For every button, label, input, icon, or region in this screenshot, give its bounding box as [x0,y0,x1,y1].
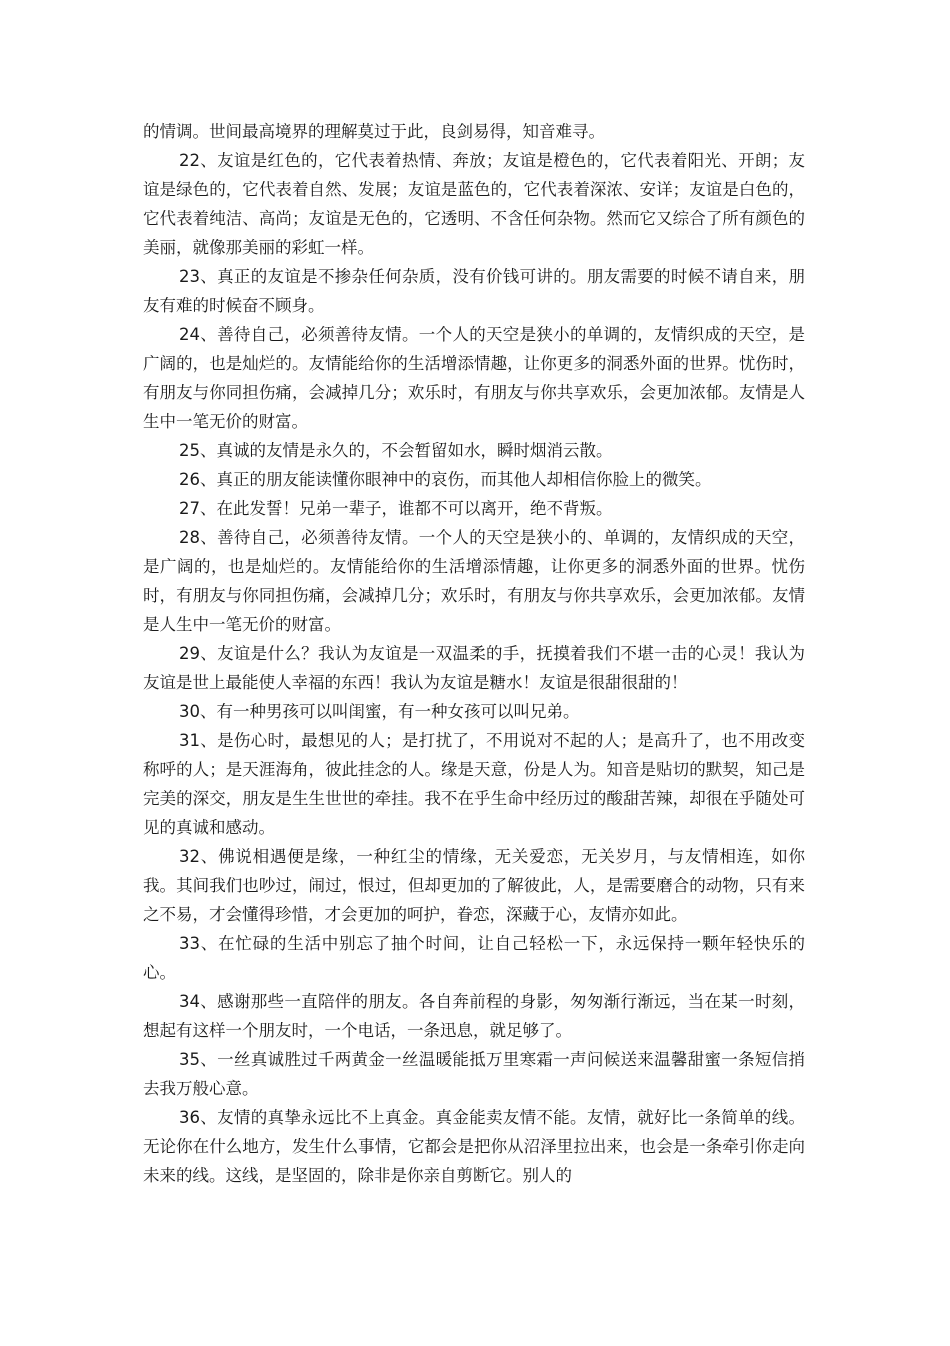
paragraph-31: 31、是伤心时，最想见的人；是打扰了，不用说对不起的人；是高升了，也不用改变称呼的人；是天涯海角，彼此挂念的人。缘是天意，份是人为。知音是贴切的默契，知己是完美的深交，朋友是生生世世的牵挂。我不在乎生命中经历过的酸甜苦辣，却很在乎随处可见的真诚和感动。 [143,731,805,837]
paragraph-26: 26、真正的朋友能读懂你眼神中的哀伤，而其他人却相信你脸上的微笑。 [179,470,712,489]
document-body [143,117,805,1190]
paragraph-24: 24、善待自己，必须善待友情。一个人的天空是狭小的单调的，友情织成的天空，是广阔的，也是灿烂的。友情能给你的生活增添情趣，让你更多的洞悉外面的世界。忧伤时，有朋友与你同担伤痛，会减掉几分；欢乐时，有朋友与你共享欢乐，会更加浓郁。友情是人生中一笔无价的财富。 [143,325,805,431]
paragraph-34: 34、感谢那些一直陪伴的朋友。各自奔前程的身影，匆匆渐行渐远，当在某一时刻，想起有这样一个朋友时，一个电话，一条迅息，就足够了。 [143,992,805,1040]
paragraph-33: 33、在忙碌的生活中别忘了抽个时间，让自己轻松一下，永远保持一颗年轻快乐的心。 [143,934,805,982]
paragraph-30: 30、有一种男孩可以叫闺蜜，有一种女孩可以叫兄弟。 [179,702,580,721]
paragraph-29: 29、友谊是什么？我认为友谊是一双温柔的手，抚摸着我们不堪一击的心灵！我认为友谊是世上最能使人幸福的东西！我认为友谊是糖水！友谊是很甜很甜的！ [143,644,805,692]
paragraph-28: 28、善待自己，必须善待友情。一个人的天空是狭小的、单调的，友情织成的天空，是广阔的，也是灿烂的。友情能给你的生活增添情趣，让你更多的洞悉外面的世界。忧伤时，有朋友与你同担伤痛，会减掉几分；欢乐时，有朋友与你共享欢乐，会更加浓郁。友情是人生中一笔无价的财富。 [143,528,805,634]
paragraph-continuation: 的情调。世间最高境界的理解莫过于此，良剑易得，知音难寻。 [143,122,605,141]
paragraph-23: 23、真正的友谊是不掺杂任何杂质，没有价钱可讲的。朋友需要的时候不请自来，朋友有难的时候奋不顾身。 [143,267,805,315]
paragraph-35: 35、一丝真诚胜过千两黄金一丝温暖能抵万里寒霜一声问候送来温馨甜蜜一条短信捎去我万般心意。 [143,1050,805,1098]
paragraph-27: 27、在此发誓！兄弟一辈子，谁都不可以离开，绝不背叛。 [179,499,613,518]
paragraph-22: 22、友谊是红色的，它代表着热情、奔放；友谊是橙色的，它代表着阳光、开朗；友谊是绿色的，它代表着自然、发展；友谊是蓝色的，它代表着深浓、安详；友谊是白色的，它代表着纯洁、高尚；友谊是无色的，它透明、不含任何杂物。然而它又综合了所有颜色的美丽，就像那美丽的彩虹一样。 [143,151,805,257]
paragraph-25: 25、真诚的友情是永久的，不会暂留如水，瞬时烟消云散。 [179,441,613,460]
paragraph-36: 36、友情的真挚永远比不上真金。真金能卖友情不能。友情，就好比一条简单的线。无论你在什么地方，发生什么事情，它都会是把你从沼泽里拉出来，也会是一条牵引你走向未来的线。这线，是坚固的，除非是你亲自剪断它。别人的 [143,1108,805,1185]
paragraph-32: 32、佛说相遇便是缘，一种红尘的情缘，无关爱恋，无关岁月，与友情相连，如你我。其间我们也吵过，闹过，恨过，但却更加的了解彼此，人，是需要磨合的动物，只有来之不易，才会懂得珍惜，才会更加的呵护，眷恋，深藏于心，友情亦如此。 [143,847,805,924]
